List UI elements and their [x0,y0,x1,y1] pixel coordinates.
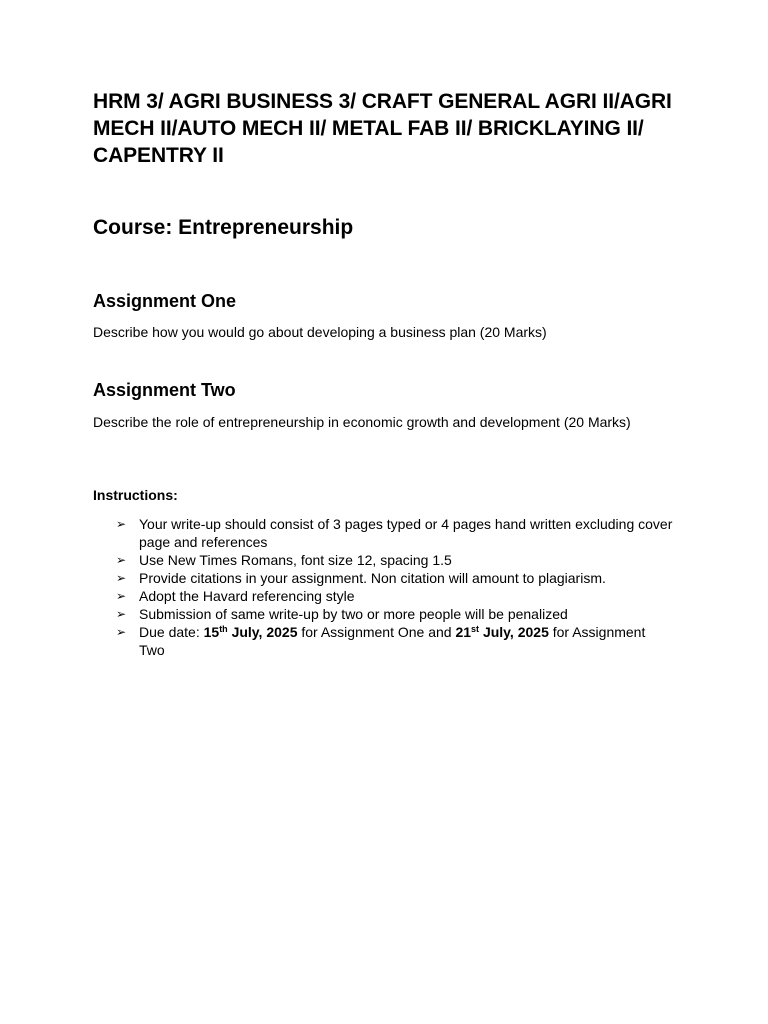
instruction-item [93,605,673,623]
instruction-text: Your write-up should consist of 3 pages typed or 4 pages hand written excluding cover page and references [139,516,673,550]
due-date-one-suffix [219,624,228,634]
instruction-item [93,587,673,605]
due-date-two-day: 21 [455,624,472,640]
arrow-bullet-icon: ➢ [116,571,127,585]
due-date-two-rest: July, 2025 [479,624,549,640]
arrow-bullet-icon: ➢ [116,517,127,531]
instruction-item [93,551,673,569]
instruction-item [93,515,673,551]
instruction-text: Provide citations in your assignment. Non citation will amount to plagiarism. [139,570,606,586]
assignment-one-text: Describe how you would go about developing a business plan (20 Marks) [93,324,547,340]
due-date-one-day: 15 [203,624,220,640]
instructions-list [93,515,673,659]
due-date-two-suffix [471,624,479,634]
document-title: HRM 3/ AGRI BUSINESS 3/ CRAFT GENERAL AGRI II/AGRI MECH II/AUTO MECH II/ METAL FAB II/ BRICKLAYING II/ CAPENTRY II [93,90,672,167]
arrow-bullet-icon: ➢ [116,625,127,639]
due-date-end: for Assignment Two [139,624,646,658]
assignment-two-text: Describe the role of entrepreneurship in economic growth and development (20 Marks) [93,414,631,430]
arrow-bullet-icon: ➢ [116,589,127,603]
instruction-item [93,569,673,587]
due-date-two-suffix-text: st [471,624,480,634]
due-date-middle: for Assignment One and [297,624,456,640]
instruction-text: Use New Times Romans, font size 12, spacing 1.5 [139,552,452,568]
due-date-prefix: Due date: [139,624,204,640]
course-title: Course: Entrepreneurship [93,216,354,239]
due-date-one-rest: July, 2025 [227,624,298,640]
instruction-item-due-date [93,623,673,659]
assignment-two-heading: Assignment Two [93,380,236,400]
instructions-label: Instructions: [93,487,178,503]
arrow-bullet-icon: ➢ [116,607,127,621]
arrow-bullet-icon: ➢ [116,553,127,567]
due-date-text [139,624,645,658]
instruction-text: Submission of same write-up by two or more people will be penalized [139,606,568,622]
due-date-one-suffix-text: th [219,624,228,634]
instruction-text: Adopt the Havard referencing style [139,588,355,604]
document-page [93,0,673,1024]
assignment-one-heading: Assignment One [93,291,237,311]
